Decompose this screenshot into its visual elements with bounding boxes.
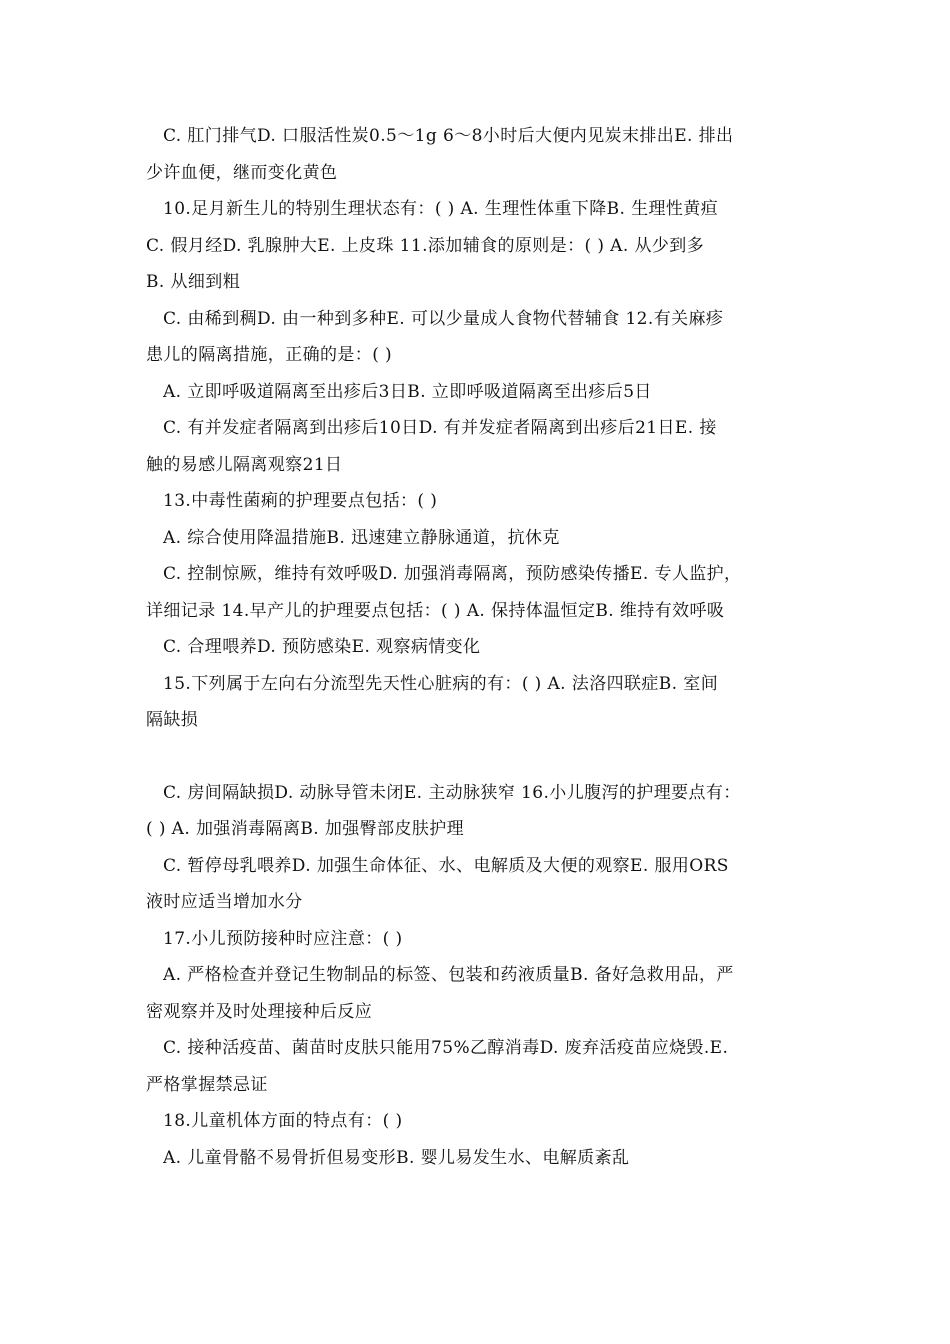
text-line: C. 房间隔缺损D. 动脉导管未闭E. 主动脉狭窄 16.小儿腹泻的护理要点有： — [163, 782, 741, 803]
document-body — [146, 118, 806, 1176]
text-line: 触的易感儿隔离观察21日 — [146, 454, 343, 475]
text-line: A. 儿童骨骼不易骨折但易变形B. 婴儿易发生水、电解质紊乱 — [163, 1147, 630, 1168]
text-line: 18.儿童机体方面的特点有：( ) — [163, 1111, 403, 1131]
text-line: C. 暂停母乳喂养D. 加强生命体征、水、电解质及大便的观察E. 服用ORS — [163, 855, 729, 876]
text-line: C. 有并发症者隔离到出疹后10日D. 有并发症者隔离到出疹后21日E. 接 — [163, 418, 717, 438]
text-line: B. 从细到粗 — [146, 272, 241, 292]
text-line: 密观察并及时处理接种后反应 — [146, 1001, 373, 1022]
text-line: 15.下列属于左向右分流型先天性心脏病的有：( ) A. 法洛四联症B. 室间 — [163, 673, 719, 694]
text-line: A. 立即呼吸道隔离至出疹后3日B. 立即呼吸道隔离至出疹后5日 — [163, 381, 652, 402]
text-line: C. 合理喂养D. 预防感染E. 观察病情变化 — [163, 637, 481, 657]
text-line: 17.小儿预防接种时应注意：( ) — [163, 928, 403, 949]
text-line: 严格掌握禁忌证 — [146, 1074, 268, 1095]
text-line: 隔缺损 — [146, 710, 199, 730]
text-line: 液时应适当增加水分 — [146, 892, 303, 912]
paragraph-gap — [146, 739, 806, 775]
text-line: 10.足月新生儿的特别生理状态有：( ) A. 生理性体重下降B. 生理性黄疸 — [163, 199, 719, 219]
text-line: C. 由稀到稠D. 由一种到多种E. 可以少量成人食物代替辅食 12.有关麻疹 — [163, 308, 724, 329]
text-line: C. 接种活疫苗、菌苗时皮肤只能用75%乙醇消毒D. 废弃活疫苗应烧毁.E. — [163, 1038, 729, 1058]
text-line: 少许血便，继而变化黄色 — [146, 162, 338, 183]
text-line: C. 肛门排气D. 口服活性炭0.5～1g 6～8小时后大便内见炭末排出E. 排出 — [163, 126, 734, 146]
text-line: C. 控制惊厥，维持有效呼吸D. 加强消毒隔离，预防感染传播E. 专人监护， — [163, 564, 742, 584]
text-line: A. 严格检查并登记生物制品的标签、包装和药液质量B. 备好急救用品，严 — [163, 965, 734, 985]
text-line: 患儿的隔离措施，正确的是：( ) — [146, 345, 393, 365]
text-line: A. 综合使用降温措施B. 迅速建立静脉通道，抗休克 — [163, 527, 560, 548]
text-line: 13.中毒性菌痢的护理要点包括：( ) — [163, 491, 438, 511]
text-line: 详细记录 14.早产儿的护理要点包括：( ) A. 保持体温恒定B. 维持有效呼吸 — [146, 600, 725, 621]
text-line: ( ) A. 加强消毒隔离B. 加强臀部皮肤护理 — [146, 819, 465, 839]
text-line: C. 假月经D. 乳腺肿大E. 上皮珠 11.添加辅食的原则是：( ) A. 从少到多 — [146, 235, 705, 256]
